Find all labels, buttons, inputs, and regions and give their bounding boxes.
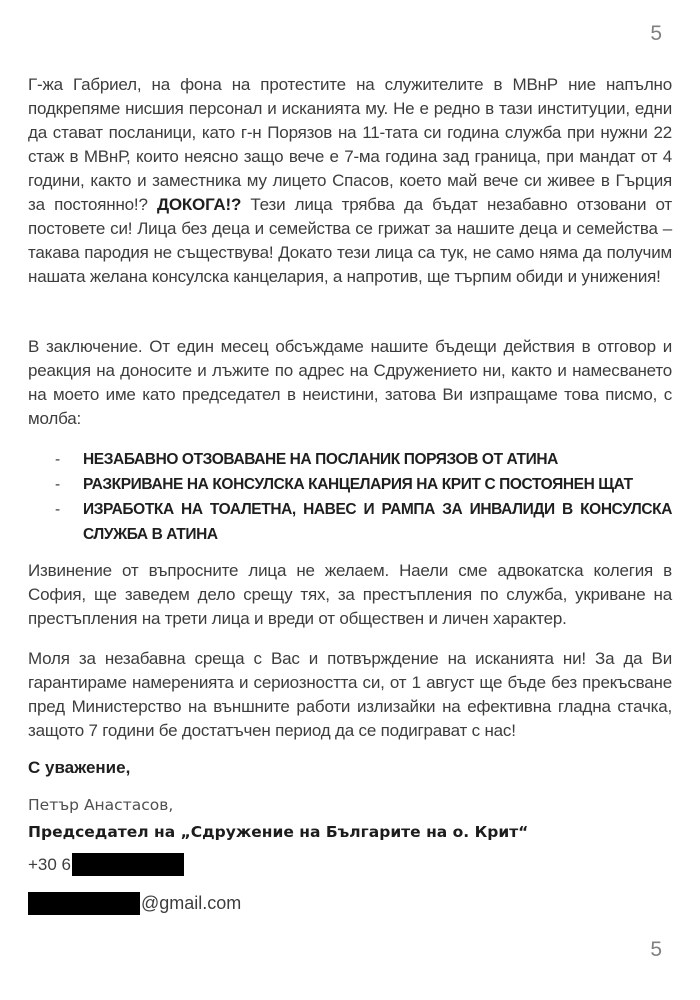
email-redaction-box (28, 892, 140, 915)
page-number-bottom: 5 (650, 938, 662, 961)
paragraph-meeting-request: Моля за незабавна среща с Вас и потвърждение на исканията ни! За да Ви гарантираме намеренията и сериозността си, от 1 август ще бъде без прекъсване пред Министерство на външните работи излизайки на ефективна гладна стачка, защото 7 години бе достатъчен период да се подиграват с нас! (28, 649, 672, 740)
demands-list (55, 447, 672, 547)
email-domain: @gmail.com (141, 893, 242, 913)
closing-salutation: С уважение, (28, 758, 131, 777)
demand-item-label: ИЗРАБОТКА НА ТОАЛЕТНА, НАВЕС И РАМПА ЗА ИНВАЛИДИ В КОНСУЛСКА СЛУЖБА В АТИНА (83, 501, 672, 543)
dash-marker: - (55, 501, 60, 518)
demand-item-recall (55, 447, 672, 472)
dash-marker: - (55, 476, 60, 493)
paragraph-protest-text-end: Тези лица трябва да бъдат незабавно отзовани от постовете си! Лица без деца и семейства се грижат за нашите деца и семейства – такава пародия не съществува! Докато тези лица са тук, не само няма да получим нашата желана консулска канцелария, а напротив, ще търпим обиди и унижения! (28, 195, 672, 286)
dash-marker: - (55, 451, 60, 468)
page-number-top: 5 (650, 22, 662, 45)
demand-item-label: НЕЗАБАВНО ОТЗОВАВАНЕ НА ПОСЛАНИК ПОРЯЗОВ ОТ АТИНА (83, 451, 558, 468)
demand-item-label: РАЗКРИВАНЕ НА КОНСУЛСКА КАНЦЕЛАРИЯ НА КРИТ С ПОСТОЯНЕН ЩАТ (83, 476, 633, 493)
demand-item-consular-office (55, 472, 672, 497)
dokoga-bold-emphasis: ДОКОГА!? (156, 195, 242, 214)
phone-line (28, 853, 672, 877)
phone-redaction-box (72, 853, 184, 876)
paragraph-protest-text-start: Г-жа Габриел, на фона на протестите на служителите в МВнР ние напълно подкрепяме нисшия персонал и исканията му. Не е редно в тази институции, едни да стават посланици, като г-н Порязов на 11-тата си година служба при нужни 22 стаж в МВнР, които неясно защо вече е 7-ма година зад граница, при мандат от 4 години, както и заместника му лицето Спасов, което май вече си живее в Гърция за постоянно!? (28, 75, 672, 214)
phone-prefix: +30 6 (28, 855, 72, 874)
signer-name: Петър Анастасов, (28, 796, 174, 814)
paragraph-legal-action: Извинение от въпросните лица не желаем. Наели сме адвокатска колегия в София, ще заведем дело срещу тях, за престъпления по служба, укриване на престъпления на трети лица и вреди от обществен и личен характер. (28, 561, 672, 628)
letter-content (28, 73, 672, 915)
demand-item-facilities (55, 497, 672, 547)
email-line (28, 891, 672, 915)
paragraph-conclusion-intro: В заключение. От един месец обсъждаме нашите бъдещи действия в отговор и реакция на доносите и лъжите по адрес на Сдружението ни, както и намесването на моето име като председател в неистини, затова Ви изпращаме това писмо, с молба: (28, 337, 672, 428)
paragraph-protest (28, 73, 672, 289)
signer-title: Председател на „Сдружение на Българите на о. Крит“ (28, 823, 529, 841)
